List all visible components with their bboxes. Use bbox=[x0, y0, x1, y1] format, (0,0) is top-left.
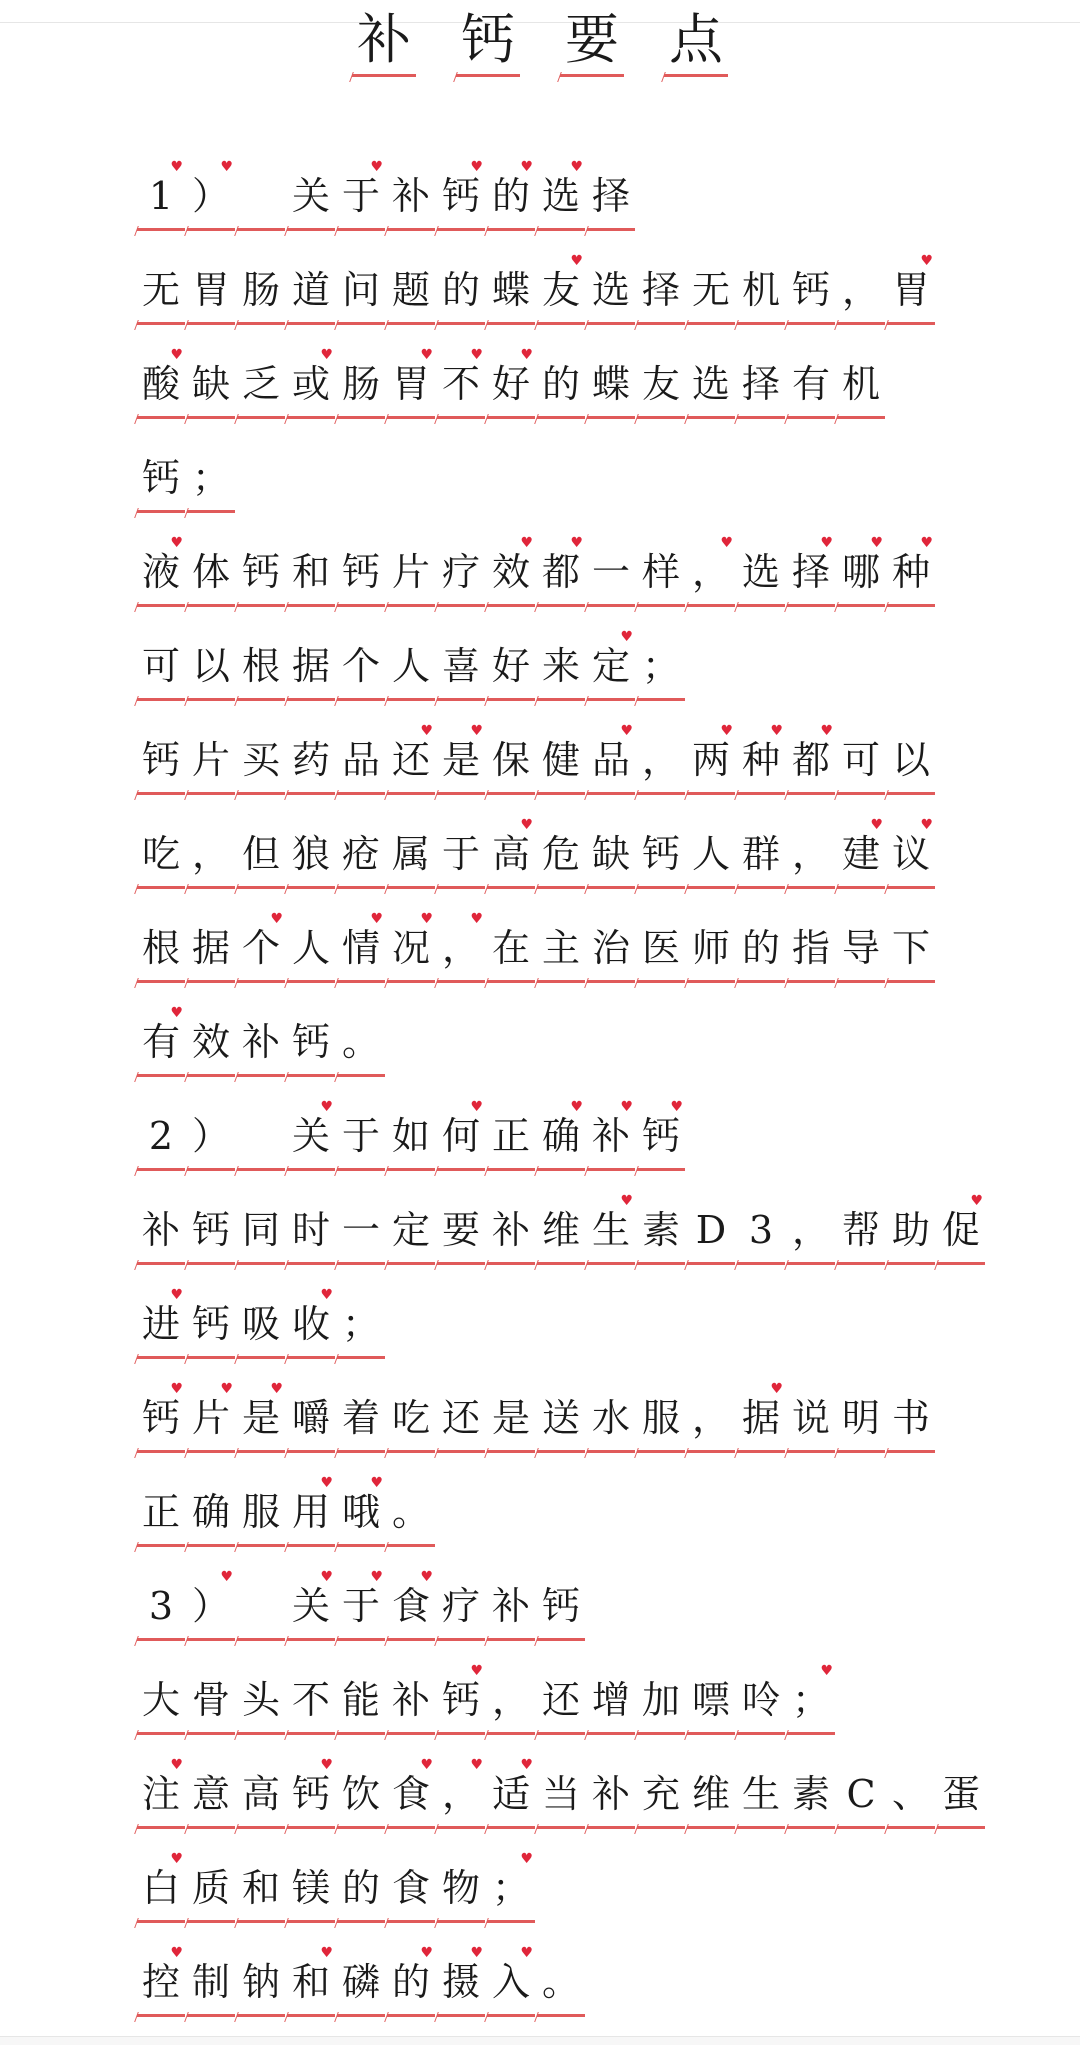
character: ； bbox=[187, 448, 235, 513]
character: 钙 bbox=[137, 448, 185, 513]
character: 着 bbox=[337, 1388, 385, 1453]
character: 2 bbox=[137, 1106, 185, 1171]
character: 补 bbox=[387, 1670, 435, 1735]
character: 医 bbox=[637, 918, 685, 983]
character: ， bbox=[787, 1200, 835, 1265]
character: 一 bbox=[337, 1200, 385, 1265]
character: 补 bbox=[487, 1576, 535, 1641]
character: ， bbox=[187, 824, 235, 889]
character: 不 ♥ bbox=[437, 354, 485, 419]
character: 注 ♥ bbox=[137, 1764, 185, 1829]
character: 的 ♥ bbox=[487, 166, 535, 231]
character: 液 ♥ bbox=[137, 542, 185, 607]
character: 服 bbox=[637, 1388, 685, 1453]
character: 补 bbox=[387, 166, 435, 231]
character: 磷 bbox=[337, 1952, 385, 2017]
character: 定 ♥ bbox=[587, 636, 635, 701]
character: 3 bbox=[137, 1576, 185, 1641]
text-line bbox=[137, 1670, 957, 1764]
text-line bbox=[137, 260, 957, 354]
character: 。 bbox=[337, 1012, 385, 1077]
character: 当 bbox=[537, 1764, 585, 1829]
character: 片 bbox=[187, 730, 235, 795]
character: 促 ♥ bbox=[937, 1200, 985, 1265]
character: 酸 ♥ bbox=[137, 354, 185, 419]
character: 议 ♥ bbox=[887, 824, 935, 889]
character: 入 ♥ bbox=[487, 1952, 535, 2017]
character: 吃 bbox=[387, 1388, 435, 1453]
character: ） ♥ bbox=[187, 166, 235, 231]
character: 食 ♥ bbox=[387, 1576, 435, 1641]
character: 在 bbox=[487, 918, 535, 983]
character: 钙 ♥ bbox=[637, 1106, 685, 1171]
character: 狼 bbox=[287, 824, 335, 889]
character: 哦 ♥ bbox=[337, 1482, 385, 1547]
character: 蛋 bbox=[937, 1764, 985, 1829]
character: 根 bbox=[137, 918, 185, 983]
character: 补 bbox=[587, 1764, 635, 1829]
character: 药 bbox=[287, 730, 335, 795]
character: 题 bbox=[387, 260, 435, 325]
character: 钙 bbox=[187, 1200, 235, 1265]
character: 还 ♥ bbox=[387, 730, 435, 795]
character: 根 bbox=[237, 636, 285, 701]
character: 属 bbox=[387, 824, 435, 889]
character: ； bbox=[337, 1294, 385, 1359]
character: 骨 bbox=[187, 1670, 235, 1735]
character: 和 bbox=[287, 542, 335, 607]
character bbox=[237, 1106, 285, 1171]
character: 肠 bbox=[237, 260, 285, 325]
character: 选 bbox=[587, 260, 635, 325]
character: 危 bbox=[537, 824, 585, 889]
character: 乏 bbox=[237, 354, 285, 419]
character: 呤 bbox=[737, 1670, 785, 1735]
character: 高 ♥ bbox=[487, 824, 535, 889]
character: 意 bbox=[187, 1764, 235, 1829]
character: ， ♥ bbox=[437, 918, 485, 983]
character: 补 bbox=[237, 1012, 285, 1077]
character: 或 ♥ bbox=[287, 354, 335, 419]
character: 疗 bbox=[437, 1576, 485, 1641]
character: 好 ♥ bbox=[487, 354, 535, 419]
character: 1 ♥ bbox=[137, 166, 185, 231]
character: 服 bbox=[237, 1482, 285, 1547]
character: 道 bbox=[287, 260, 335, 325]
character: 吃 bbox=[137, 824, 185, 889]
character: 钙 bbox=[537, 1576, 585, 1641]
character: 大 bbox=[137, 1670, 185, 1735]
character: 还 bbox=[537, 1670, 585, 1735]
character: 人 bbox=[687, 824, 735, 889]
character: 个 ♥ bbox=[237, 918, 285, 983]
character: 钙 ♥ bbox=[437, 1670, 485, 1735]
character: 吸 bbox=[237, 1294, 285, 1359]
character: 钙 bbox=[237, 542, 285, 607]
character: 增 bbox=[587, 1670, 635, 1735]
character: 3 bbox=[737, 1200, 785, 1265]
character: 无 bbox=[137, 260, 185, 325]
character: ， bbox=[487, 1670, 535, 1735]
character: 择 bbox=[737, 354, 785, 419]
character: 可 bbox=[137, 636, 185, 701]
character: 要 bbox=[560, 8, 624, 77]
character: 来 bbox=[537, 636, 585, 701]
character: 人 bbox=[287, 918, 335, 983]
character: 关 bbox=[287, 166, 335, 231]
character: 要 bbox=[437, 1200, 485, 1265]
character: 于 bbox=[337, 1106, 385, 1171]
character: 无 bbox=[687, 260, 735, 325]
character: ） ♥ bbox=[187, 1576, 235, 1641]
character: 品 bbox=[337, 730, 385, 795]
character: 高 bbox=[237, 1764, 285, 1829]
character: 充 bbox=[637, 1764, 685, 1829]
character: 制 bbox=[187, 1952, 235, 2017]
character: 一 bbox=[587, 542, 635, 607]
character: 如 bbox=[387, 1106, 435, 1171]
character: 友 ♥ bbox=[537, 260, 585, 325]
character: 钙 bbox=[137, 730, 185, 795]
text-line bbox=[137, 1952, 957, 2046]
character: 补 ♥ bbox=[587, 1106, 635, 1171]
character: 喜 bbox=[437, 636, 485, 701]
character: 择 ♥ bbox=[787, 542, 835, 607]
character: 摄 ♥ bbox=[437, 1952, 485, 2017]
character: 的 bbox=[537, 354, 585, 419]
text-line bbox=[137, 1858, 957, 1952]
character: ， bbox=[687, 1388, 735, 1453]
character: 钙 bbox=[456, 8, 520, 77]
character: 头 bbox=[237, 1670, 285, 1735]
page-title bbox=[0, 8, 1080, 77]
character: 的 ♥ bbox=[387, 1952, 435, 2017]
character: 钙 bbox=[187, 1294, 235, 1359]
character: 白 ♥ bbox=[137, 1858, 185, 1923]
character: 于 ♥ bbox=[337, 166, 385, 231]
character: 以 bbox=[887, 730, 935, 795]
text-line bbox=[137, 636, 957, 730]
character: 生 ♥ bbox=[587, 1200, 635, 1265]
character: 食 ♥ bbox=[387, 1764, 435, 1829]
character: 钙 bbox=[287, 1012, 335, 1077]
text-line bbox=[137, 824, 957, 918]
character: 机 bbox=[837, 354, 885, 419]
character: 样 bbox=[637, 542, 685, 607]
text-line bbox=[137, 542, 957, 636]
character: 胃 ♥ bbox=[887, 260, 935, 325]
character: 建 ♥ bbox=[837, 824, 885, 889]
text-line bbox=[137, 1200, 980, 1294]
character: ； ♥ bbox=[487, 1858, 535, 1923]
character: 有 ♥ bbox=[137, 1012, 185, 1077]
character: 机 bbox=[737, 260, 785, 325]
character: 种 ♥ bbox=[887, 542, 935, 607]
character: 治 bbox=[587, 918, 635, 983]
character: 镁 bbox=[287, 1858, 335, 1923]
character: 钙 ♥ bbox=[437, 166, 485, 231]
character: 于 bbox=[437, 824, 485, 889]
character bbox=[237, 1576, 285, 1641]
character: 确 ♥ bbox=[537, 1106, 585, 1171]
character: 时 bbox=[287, 1200, 335, 1265]
character: 据 bbox=[187, 918, 235, 983]
text-line bbox=[137, 1764, 980, 1858]
character: 饮 bbox=[337, 1764, 385, 1829]
character: ， bbox=[637, 730, 685, 795]
character: 食 bbox=[387, 1858, 435, 1923]
character: 书 bbox=[887, 1388, 935, 1453]
character: 质 bbox=[187, 1858, 235, 1923]
character: 。 bbox=[537, 1952, 585, 2017]
character: C bbox=[837, 1764, 885, 1829]
character: 水 bbox=[587, 1388, 635, 1453]
text-line bbox=[137, 1388, 957, 1482]
character: 但 bbox=[237, 824, 285, 889]
character: 缺 bbox=[187, 354, 235, 419]
character: 体 bbox=[187, 542, 235, 607]
character: 蝶 bbox=[587, 354, 635, 419]
character: 钙 bbox=[637, 824, 685, 889]
character: 都 ♥ bbox=[537, 542, 585, 607]
character: 蝶 bbox=[487, 260, 535, 325]
document-body bbox=[137, 166, 980, 2046]
character: 缺 bbox=[587, 824, 635, 889]
character: 胃 ♥ bbox=[387, 354, 435, 419]
text-line bbox=[137, 448, 957, 542]
character: 素 bbox=[787, 1764, 835, 1829]
character: 同 bbox=[237, 1200, 285, 1265]
character: 是 bbox=[487, 1388, 535, 1453]
character: 用 ♥ bbox=[287, 1482, 335, 1547]
character: 是 ♥ bbox=[237, 1388, 285, 1453]
character: 效 ♥ bbox=[487, 542, 535, 607]
text-line bbox=[137, 730, 957, 824]
character: 个 bbox=[337, 636, 385, 701]
text-line bbox=[137, 1294, 957, 1388]
character: 下 bbox=[887, 918, 935, 983]
character: 片 bbox=[387, 542, 435, 607]
character: 进 ♥ bbox=[137, 1294, 185, 1359]
character: 补 bbox=[487, 1200, 535, 1265]
character: 是 ♥ bbox=[437, 730, 485, 795]
character: 选 ♥ bbox=[537, 166, 585, 231]
character: 择 bbox=[587, 166, 635, 231]
character: 定 bbox=[387, 1200, 435, 1265]
character: 健 bbox=[537, 730, 585, 795]
character: 加 bbox=[637, 1670, 685, 1735]
section-heading-2 bbox=[137, 1106, 957, 1200]
character: 维 bbox=[687, 1764, 735, 1829]
character: 哪 ♥ bbox=[837, 542, 885, 607]
character: 片 ♥ bbox=[187, 1388, 235, 1453]
character: 于 ♥ bbox=[337, 1576, 385, 1641]
section-heading-1 bbox=[137, 166, 957, 260]
character: ； bbox=[637, 636, 685, 701]
character: 有 bbox=[787, 354, 835, 419]
character: 生 bbox=[737, 1764, 785, 1829]
character: 品 ♥ bbox=[587, 730, 635, 795]
character: 群 bbox=[737, 824, 785, 889]
character: 疗 bbox=[437, 542, 485, 607]
character: 嘌 bbox=[687, 1670, 735, 1735]
character: 收 ♥ bbox=[287, 1294, 335, 1359]
character: ， ♥ bbox=[437, 1764, 485, 1829]
character: 以 bbox=[187, 636, 235, 701]
text-line bbox=[137, 1482, 957, 1576]
character bbox=[237, 166, 285, 231]
character: 维 bbox=[537, 1200, 585, 1265]
character: 确 bbox=[187, 1482, 235, 1547]
character: 和 ♥ bbox=[287, 1952, 335, 2017]
character: 正 bbox=[487, 1106, 535, 1171]
text-line bbox=[137, 1012, 957, 1106]
character: 择 bbox=[637, 260, 685, 325]
character: 适 ♥ bbox=[487, 1764, 535, 1829]
section-heading-3 bbox=[137, 1576, 957, 1670]
character: 主 bbox=[537, 918, 585, 983]
character: 明 bbox=[837, 1388, 885, 1453]
character: 钠 bbox=[237, 1952, 285, 2017]
character: 情 ♥ bbox=[337, 918, 385, 983]
character: 都 ♥ bbox=[787, 730, 835, 795]
character: 关 ♥ bbox=[287, 1106, 335, 1171]
character: 种 ♥ bbox=[737, 730, 785, 795]
character: 关 ♥ bbox=[287, 1576, 335, 1641]
character: 选 bbox=[737, 542, 785, 607]
character: 导 bbox=[837, 918, 885, 983]
character: 选 bbox=[687, 354, 735, 419]
character: 补 bbox=[352, 8, 416, 77]
character: 、 bbox=[887, 1764, 935, 1829]
character: 据 ♥ bbox=[737, 1388, 785, 1453]
character: 指 bbox=[787, 918, 835, 983]
character: 的 bbox=[737, 918, 785, 983]
character: 好 bbox=[487, 636, 535, 701]
character: 效 bbox=[187, 1012, 235, 1077]
character: 疮 bbox=[337, 824, 385, 889]
character: 胃 bbox=[187, 260, 235, 325]
character: ， ♥ bbox=[687, 542, 735, 607]
character: 钙 ♥ bbox=[137, 1388, 185, 1453]
character: 钙 ♥ bbox=[287, 1764, 335, 1829]
character: 正 bbox=[137, 1482, 185, 1547]
character: 的 bbox=[337, 1858, 385, 1923]
character: 助 bbox=[887, 1200, 935, 1265]
character: 帮 bbox=[837, 1200, 885, 1265]
character: 嚼 bbox=[287, 1388, 335, 1453]
character: ； ♥ bbox=[787, 1670, 835, 1735]
character: 钙 bbox=[337, 542, 385, 607]
character: 何 ♥ bbox=[437, 1106, 485, 1171]
character: 点 bbox=[664, 8, 728, 77]
character: 保 bbox=[487, 730, 535, 795]
character: 问 bbox=[337, 260, 385, 325]
character: 的 bbox=[437, 260, 485, 325]
character: 和 bbox=[237, 1858, 285, 1923]
character: 买 bbox=[237, 730, 285, 795]
character: 能 bbox=[337, 1670, 385, 1735]
character: ， bbox=[837, 260, 885, 325]
character: 据 bbox=[287, 636, 335, 701]
character: 送 bbox=[537, 1388, 585, 1453]
character: 况 ♥ bbox=[387, 918, 435, 983]
character: 两 ♥ bbox=[687, 730, 735, 795]
character: 友 bbox=[637, 354, 685, 419]
character: 控 ♥ bbox=[137, 1952, 185, 2017]
character: 钙 bbox=[787, 260, 835, 325]
character: 。 bbox=[387, 1482, 435, 1547]
character: ） bbox=[187, 1106, 235, 1171]
text-line bbox=[137, 918, 957, 1012]
character: 可 bbox=[837, 730, 885, 795]
character: 师 bbox=[687, 918, 735, 983]
character: 物 bbox=[437, 1858, 485, 1923]
character: 肠 bbox=[337, 354, 385, 419]
character: 不 bbox=[287, 1670, 335, 1735]
character: 人 bbox=[387, 636, 435, 701]
character: 素 bbox=[637, 1200, 685, 1265]
character: D bbox=[687, 1200, 735, 1265]
character: 补 bbox=[137, 1200, 185, 1265]
character: 说 bbox=[787, 1388, 835, 1453]
character: ， bbox=[787, 824, 835, 889]
character: 还 bbox=[437, 1388, 485, 1453]
text-line bbox=[137, 354, 957, 448]
